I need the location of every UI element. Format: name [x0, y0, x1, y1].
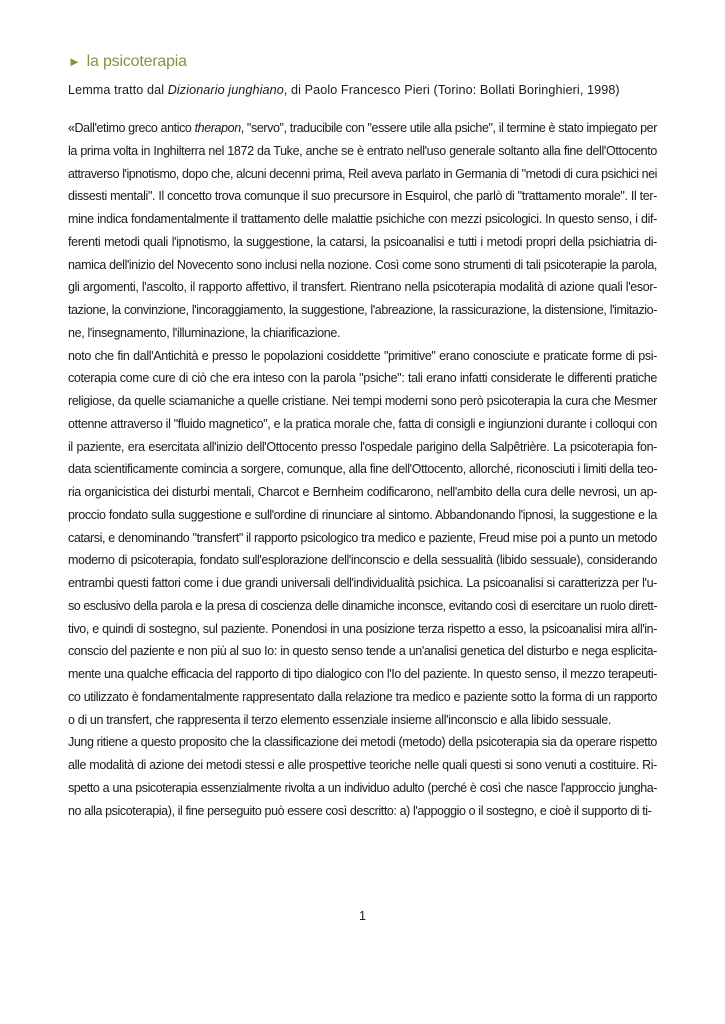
text-line	[68, 436, 657, 459]
text-line	[68, 322, 657, 345]
text-segment: il paziente, era esercitata all'inizio dell'Ottocento presso l'ospedale parigino della Salpêtrière. La psicoterapia fon-	[68, 439, 657, 454]
text-segment: «Dall'etimo greco antico	[68, 121, 195, 135]
text-line	[68, 686, 657, 709]
text-segment: tazione, la convinzione, l'incoraggiamento, la suggestione, l'abreazione, la rassicurazione, la distensione, l'imitazio-	[68, 303, 657, 317]
text-segment: tivo, e quindi di sostegno, sul paziente. Ponendosi in una posizione terza rispetto a esso, la psicoanalisi mira all'in-	[68, 621, 657, 636]
heading-title: la psicoterapia	[86, 53, 187, 70]
text-segment: entrambi questi fattori come i due grandi universali dell'individualità psichica. La psicoanalisi si caratterizza per l'u-	[68, 576, 657, 590]
text-segment: Jung ritiene a questo proposito che la classificazione dei metodi (metodo) della psicoterapia sia da operare rispetto	[68, 735, 657, 750]
text-segment: noto che fin dall'Antichità e presso le popolazioni cosiddette "primitive" erano conosciute e praticate forme di psi-	[68, 348, 657, 363]
text-line	[68, 140, 657, 163]
italic-term: therapon	[194, 121, 241, 135]
text-line	[68, 458, 657, 481]
text-segment: spetto a una psicoterapia essenzialmente rivolta a un individuo adulto (perché è così che nasce l'approccio jungha-	[68, 780, 657, 795]
text-line	[68, 618, 657, 641]
text-segment: o di un transfert, che rappresenta il terzo elemento essenziale insieme all'inconscio e alla libido sessuale.	[68, 712, 612, 727]
citation-suffix: , di Paolo Francesco Pieri (Torino: Bollati Boringhieri, 1998)	[283, 83, 620, 97]
text-line	[68, 527, 657, 550]
text-segment: dissesti mentali". Il concetto trova comunque il suo precursore in Esquirol, che parlò di "trattamento morale". Il ter-	[68, 189, 657, 204]
text-line	[68, 595, 657, 618]
text-line	[68, 504, 657, 527]
text-segment: coterapia come cure di ciò che era inteso con la parola "psiche": tali erano infatti considerate le differenti pratiche	[68, 371, 657, 386]
text-line	[68, 572, 657, 595]
text-segment: moderno di psicoterapia, fondato sull'esplorazione dell'inconscio e della sessualità (libido sessuale), considerando	[68, 553, 657, 568]
text-line	[68, 345, 657, 368]
text-segment: la prima volta in Inghilterra nel 1872 da Tuke, anche se è entrato nell'uso generale soltanto alla fine dell'Ottocento	[68, 143, 657, 158]
text-line	[68, 299, 657, 322]
text-segment: ferenti metodi quali l'ipnotismo, la suggestione, la catarsi, la psicoanalisi e tutti i metodi propri della psichiatria di-	[68, 234, 657, 249]
text-line	[68, 390, 657, 413]
text-line	[68, 549, 657, 572]
text-segment: gli argomenti, l'ascolto, il rapporto affettivo, il transfert. Rientrano nella psicoterapia modalità di azione quali l'esor-	[68, 280, 657, 295]
document-page	[68, 52, 657, 822]
text-line	[68, 117, 657, 140]
text-segment: mine indica fondamentalmente il trattamento delle malattie psichiche con mezzi psicologici. In questo senso, i dif-	[68, 212, 657, 226]
text-segment: catarsi, e denominando "transfert" il rapporto psicologico tra medico e paziente, Freud mise poi a punto un metodo	[68, 530, 657, 545]
text-line	[68, 185, 657, 208]
text-line	[68, 413, 657, 436]
text-line	[68, 640, 657, 663]
text-segment: namica dell'inizio del Novecento sono inclusi nella nozione. Così come sono strumenti di tali psicoterapie la parola,	[68, 257, 657, 272]
page-number: 1	[359, 909, 366, 923]
text-line	[68, 800, 657, 823]
text-segment: ne, l'insegnamento, l'illuminazione, la chiarificazione.	[68, 325, 341, 340]
text-segment: no alla psicoterapia), il fine perseguito può essere così descritto: a) l'appoggio o il sostegno, e cioè il supporto di ti-	[68, 803, 652, 818]
citation-prefix: Lemma tratto dal	[68, 83, 168, 97]
text-line	[68, 481, 657, 504]
text-segment: attraverso l'ipnotismo, dopo che, alcuni decenni prima, Reil aveva parlato in Germania di "metodi di cura psichici nei	[68, 166, 657, 181]
text-line	[68, 208, 657, 231]
text-segment: mente una qualche efficacia del rapporto di tipo dialogico con l'Io del paziente. In questo senso, il mezzo terapeuti-	[68, 667, 657, 681]
citation-book-title: Dizionario junghiano	[167, 83, 284, 97]
text-line	[68, 231, 657, 254]
triangle-bullet-icon: ►	[68, 54, 81, 69]
text-line	[68, 754, 657, 777]
text-segment: proccio fondato sulla suggestione e sull'ordine di rinunciare al sintomo. Abbandonando l'ipnosi, la suggestione e la	[68, 507, 657, 522]
text-line	[68, 777, 657, 800]
text-line	[68, 276, 657, 299]
text-segment: so esclusivo della parola e la presa di coscienza delle dinamiche inconsce, evitando così di esercitare un ruolo dirett-	[68, 598, 657, 613]
text-line	[68, 367, 657, 390]
source-citation	[68, 81, 657, 99]
text-line	[68, 709, 657, 732]
text-segment: conscio del paziente e non più al suo Io: in questo senso tende a un'analisi genetica del disturbo e nega esplicita-	[68, 644, 657, 659]
text-line	[68, 731, 657, 754]
body-text	[68, 117, 657, 822]
text-segment: ottenne attraverso il "fluido magnetico", e la pratica morale che, fatta di consigli e ingiunzioni durante i colloqui con	[68, 416, 657, 431]
text-segment: alle modalità di azione dei metodi stessi e alle prospettive teoriche nelle quali questi si sono venuti a costituire. Ri-	[68, 758, 657, 772]
text-segment: ria organicistica dei disturbi mentali, Charcot e Bernheim codificarono, nell'ambito della cura delle nevrosi, un ap-	[68, 485, 657, 499]
text-segment: co utilizzato è fondamentalmente rappresentato dalla relazione tra medico e paziente sotto la forma di un rapporto	[68, 689, 657, 704]
section-heading	[68, 52, 657, 72]
text-segment: , "servo", traducibile con "essere utile alla psiche", il termine è stato impiegato per	[240, 121, 657, 135]
text-line	[68, 163, 657, 186]
text-line	[68, 663, 657, 686]
text-segment: religiose, da quelle sciamaniche a quelle cristiane. Nei tempi moderni sono però psicoterapia la cura che Mesmer	[68, 394, 657, 408]
text-line	[68, 254, 657, 277]
text-segment: data scientificamente comincia a sorgere, comunque, alla fine dell'Ottocento, allorché, riconosciuti i limiti della teo-	[68, 462, 658, 477]
